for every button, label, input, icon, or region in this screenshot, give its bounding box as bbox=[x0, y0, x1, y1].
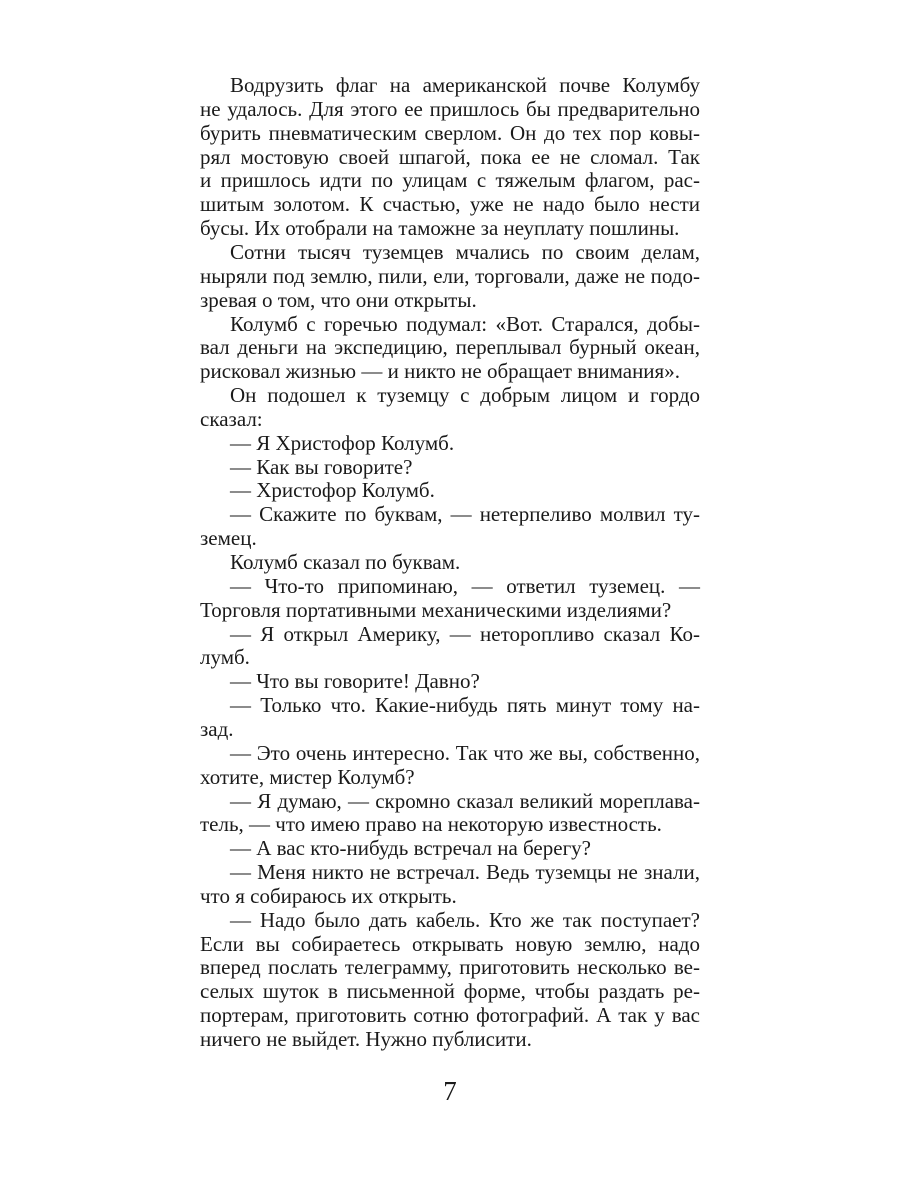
text-line: бусы. Их отобрали на таможне за неуплату пошлины. bbox=[200, 216, 680, 241]
text-line: что я собираюсь их открыть. bbox=[200, 883, 457, 908]
text-line: — Я Христофор Колумб. bbox=[230, 430, 455, 455]
text-line: — Только что. Какие-нибудь пять минут тому на- bbox=[230, 693, 700, 718]
text-line: — Это очень интересно. Так что же вы, собственно, bbox=[230, 740, 700, 765]
text-line: земец. bbox=[200, 526, 257, 551]
text-line: Водрузить флаг на американской почве Колумбу bbox=[230, 73, 700, 97]
text-line: селых шуток в письменной форме, чтобы раздать ре- bbox=[200, 979, 700, 1004]
text-line: — Надо было дать кабель. Кто же так поступает? bbox=[230, 907, 700, 932]
text-line: и пришлось идти по улицам с тяжелым флагом, рас- bbox=[200, 168, 700, 193]
text-line: лумб. bbox=[200, 645, 250, 670]
text-line: тель, — что имею право на некоторую известность. bbox=[200, 812, 662, 837]
text-line: Торговля портативными механическими изделиями? bbox=[200, 597, 672, 622]
text-line: рисковал жизнью — и никто не обращает внимания». bbox=[200, 359, 680, 384]
text-line: — Скажите по буквам, — нетерпеливо молвил ту- bbox=[230, 502, 700, 527]
text-line: — Что-то припоминаю, — ответил туземец. — bbox=[230, 573, 700, 598]
text-line: зревая о том, что они открыты. bbox=[200, 287, 477, 312]
text-line: — Я думаю, — скромно сказал великий мореплава- bbox=[230, 788, 700, 813]
text-line: рял мостовую своей шпагой, пока ее не сломал. Так bbox=[200, 144, 700, 169]
text-line: — Что вы говорите! Давно? bbox=[230, 669, 480, 694]
text-line: портерам, приготовить сотню фотографий. А так у вас bbox=[200, 1003, 700, 1028]
text-line: не удалось. Для этого ее пришлось бы предварительно bbox=[200, 96, 701, 121]
text-line: — Меня никто не встречал. Ведь туземцы не знали, bbox=[230, 860, 700, 885]
text-line: ничего не выйдет. Нужно публисити. bbox=[200, 1027, 532, 1051]
text-line: Колумб с горечью подумал: «Вот. Старался, добы- bbox=[230, 311, 700, 336]
text-line: — Как вы говорите? bbox=[230, 454, 413, 479]
text-line: зад. bbox=[200, 716, 234, 741]
text-line: ныряли под землю, пили, ели, торговали, даже не подо- bbox=[200, 263, 700, 288]
text-line: вал деньги на экспедицию, переплывал бурный океан, bbox=[200, 335, 700, 360]
text-line: Он подошел к туземцу с добрым лицом и гордо bbox=[230, 383, 701, 408]
text-line: — А вас кто-нибудь встречал на берегу? bbox=[230, 836, 591, 861]
text-line: — Христофор Колумб. bbox=[230, 478, 435, 503]
text-line: — Я открыл Америку, — неторопливо сказал Ко- bbox=[230, 621, 700, 646]
text-line: Если вы собираетесь открывать новую землю, надо bbox=[200, 931, 700, 956]
text-line: бурить пневматическим сверлом. Он до тех пор ковы- bbox=[200, 120, 700, 145]
text-line: вперед послать телеграмму, приготовить несколько ве- bbox=[200, 955, 700, 980]
page-number: 7 bbox=[443, 1076, 457, 1106]
text-line: сказал: bbox=[200, 406, 263, 431]
text-line: хотите, мистер Колумб? bbox=[200, 764, 415, 789]
text-line: Колумб сказал по буквам. bbox=[230, 550, 461, 574]
text-line: шитым золотом. К счастью, уже не надо было нести bbox=[200, 192, 700, 217]
text-line: Сотни тысяч туземцев мчались по своим делам, bbox=[230, 239, 700, 264]
